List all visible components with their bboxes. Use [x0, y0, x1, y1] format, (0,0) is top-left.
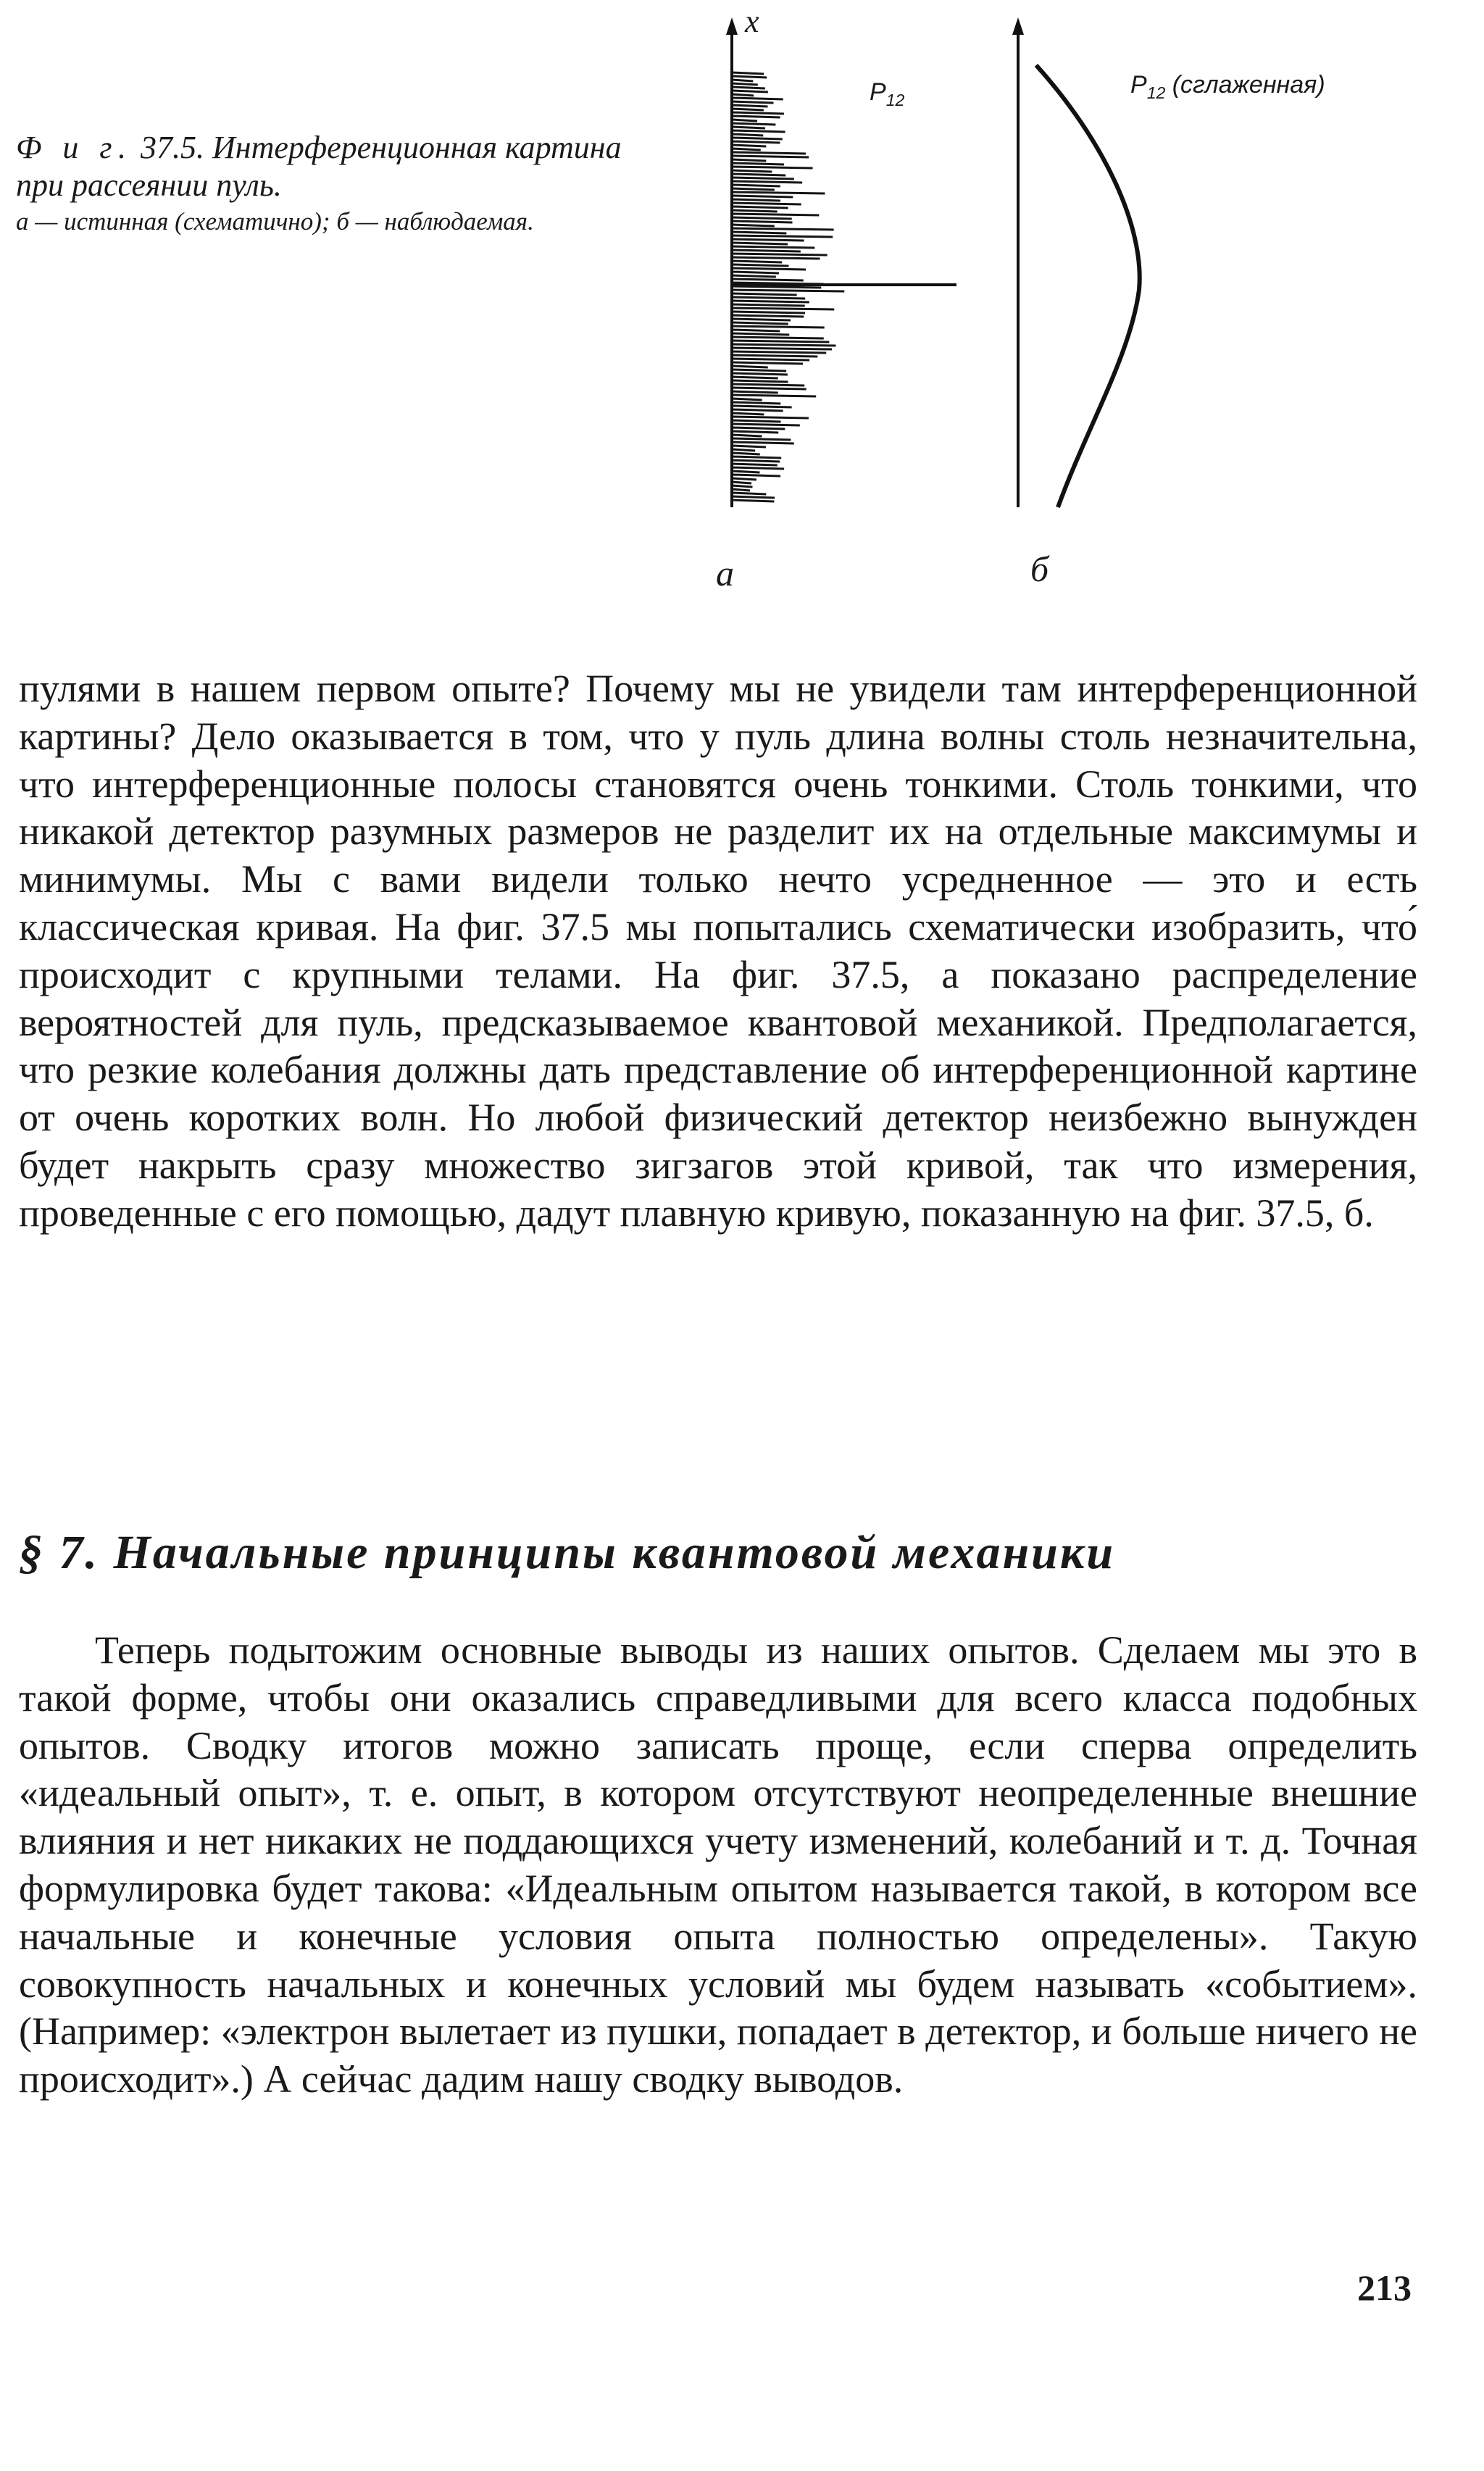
oscillation-stroke [732, 257, 820, 259]
oscillation-stroke [732, 377, 778, 378]
oscillation-stroke [732, 196, 793, 197]
oscillation-stroke [732, 178, 794, 179]
oscillation-stroke [732, 496, 775, 498]
oscillation-stroke [732, 330, 780, 331]
oscillation-stroke [732, 272, 779, 273]
oscillation-stroke [732, 467, 784, 469]
oscillation-stroke [732, 228, 834, 230]
figure-37-5 [696, 0, 1420, 609]
oscillation-stroke [732, 264, 788, 266]
oscillation-stroke [732, 355, 817, 357]
oscillation-stroke [732, 471, 759, 472]
oscillation-stroke [732, 203, 801, 204]
oscillation-stroke [732, 312, 805, 313]
panel-b-letter: б [1030, 549, 1049, 589]
caption-label: Ф и г. [16, 130, 133, 165]
oscillation-stroke [732, 127, 765, 128]
oscillation-stroke [732, 337, 824, 338]
oscillation-stroke [732, 261, 782, 262]
oscillation-stroke [732, 449, 755, 451]
label-p12-sub: 12 [885, 91, 905, 109]
oscillation-stroke [732, 152, 806, 154]
oscillation-stroke [732, 442, 794, 443]
oscillation-stroke [732, 417, 809, 418]
oscillation-stroke [732, 156, 809, 157]
oscillation-stroke [732, 344, 835, 346]
oscillation-stroke [732, 246, 814, 248]
section-heading: § 7. Начальные принципы квантовой механики [19, 1526, 1116, 1579]
oscillation-stroke [732, 87, 765, 88]
oscillation-stroke [732, 428, 785, 429]
figure-caption [16, 129, 639, 238]
oscillation-stroke [732, 72, 764, 74]
oscillation-stroke [732, 283, 824, 284]
oscillation-stroke [732, 174, 785, 175]
oscillation-stroke [732, 268, 806, 270]
oscillation-stroke [732, 83, 758, 85]
oscillation-stroke [732, 134, 763, 136]
caption-title-line [16, 129, 639, 204]
body-paragraph-2 [19, 1627, 1417, 2104]
oscillation-stroke [732, 460, 780, 462]
oscillation-stroke [732, 188, 775, 190]
oscillation-stroke [732, 402, 780, 404]
oscillation-stroke [732, 192, 825, 193]
oscillation-stroke [732, 221, 792, 222]
oscillation-stroke [732, 384, 804, 386]
oscillation-stroke [732, 457, 781, 458]
oscillation-stroke [732, 391, 778, 393]
oscillation-stroke [732, 170, 772, 172]
oscillation-stroke [732, 438, 791, 440]
paragraph-2-text: Теперь подытожим основные выводы из наших опытов. Сделаем мы это в такой форме, чтобы они оказались справедливыми для всего класса подобных опытов. Сводку итогов можно записать проще, если сперва определить «идеальный опыт», т. е. опыт, в котором отсутствуют неопределенные внешние влияния и нет никаких не поддающихся учету изменений, колебаний и т. д. Точная формулировка будет такова: «Идеальным опытом называется такой, в котором все начальные и конечные условия опыта полностью определены». Такую совокупность начальных и конечных условий мы будем называть «событием». (Например: «электрон вылетает из пушки, попадает в детектор, и больше ничего не происходит».) А сейчас дадим нашу сводку выводов. [19, 1628, 1417, 2101]
oscillation-stroke [732, 351, 826, 353]
label-p12 [870, 78, 904, 110]
oscillation-stroke [732, 254, 828, 255]
oscillation-stroke [732, 250, 801, 251]
oscillation-stroke [732, 290, 844, 291]
oscillation-stroke [732, 326, 825, 328]
oscillation-stroke [732, 94, 754, 96]
panel-a-letter: а [716, 553, 734, 593]
oscillation-stroke [732, 304, 805, 306]
oscillation-stroke [732, 341, 829, 342]
oscillation-stroke [732, 91, 768, 92]
oscillation-stroke [732, 286, 821, 288]
oscillation-stroke [732, 163, 784, 164]
oscillation-stroke [732, 120, 757, 121]
oscillation-stroke [732, 388, 806, 389]
oscillation-stroke [732, 322, 788, 324]
oscillation-stroke [732, 159, 766, 161]
oscillation-stroke [732, 149, 761, 150]
oscillation-stroke [732, 380, 788, 382]
oscillation-stroke [732, 435, 762, 436]
oscillation-stroke [732, 308, 834, 309]
caption-number: 37.5. [140, 130, 204, 165]
oscillation-stroke [732, 275, 776, 277]
oscillation-stroke [732, 413, 764, 414]
oscillation-stroke [732, 105, 767, 107]
panel-a-axis-arrow [726, 17, 738, 35]
oscillation-stroke [732, 370, 786, 371]
oscillation-stroke [732, 373, 788, 375]
label-p12-main: P [870, 78, 886, 106]
oscillation-stroke [732, 214, 819, 215]
oscillation-stroke [732, 333, 789, 335]
oscillation-stroke [732, 207, 788, 208]
oscillation-stroke [732, 145, 766, 146]
panel-b-axis-arrow [1012, 17, 1024, 35]
oscillation-stroke [732, 431, 778, 433]
oscillation-stroke [732, 243, 788, 244]
oscillation-stroke [732, 141, 780, 143]
oscillation-stroke [732, 464, 778, 465]
oscillation-stroke [732, 301, 809, 302]
oscillation-stroke [732, 185, 780, 186]
oscillation-stroke [732, 217, 792, 219]
oscillation-stroke [732, 101, 774, 103]
smoothed-curve [1036, 65, 1140, 507]
oscillation-stroke [732, 109, 764, 110]
oscillation-stroke [732, 420, 781, 422]
oscillation-stroke [732, 493, 766, 494]
oscillation-stroke [732, 395, 816, 396]
oscillation-stroke [732, 199, 780, 201]
oscillation-stroke [732, 279, 804, 280]
oscillation-stroke [732, 112, 784, 114]
oscillation-stroke [732, 181, 802, 183]
oscillation-stroke [732, 293, 797, 295]
oscillation-stroke [732, 482, 751, 483]
oscillation-stroke [732, 167, 813, 168]
oscillation-stroke [732, 489, 750, 491]
label-p12-smoothed-sub: 12 [1146, 83, 1166, 102]
caption-detail: а — истинная (схематично); б — наблюдаемая. [16, 207, 534, 236]
oscillation-stroke [732, 359, 809, 360]
oscillation-stroke [732, 297, 805, 299]
oscillation-stroke [732, 232, 786, 233]
oscillation-stroke [732, 76, 767, 78]
page-number: 213 [1357, 2267, 1412, 2308]
oscillation-stroke [732, 500, 774, 501]
oscillation-stroke [732, 319, 791, 320]
oscillation-stroke [732, 446, 766, 447]
oscillation-stroke [732, 362, 803, 364]
oscillation-stroke [732, 236, 833, 237]
oscillation-stroke [732, 225, 775, 226]
oscillation-stroke [732, 315, 804, 317]
oscillation-stroke [732, 80, 753, 81]
oscillation-stroke [732, 475, 780, 476]
oscillation-stroke [732, 486, 752, 487]
body-paragraph-1 [19, 665, 1417, 1238]
paragraph-1-text: пулями в нашем первом опыте? Почему мы не увидели там интерференционной картины? Дело оказывается в том, что у пуль длина волны столь незначительна, что интерференционные полосы становятся очень тонкими. Столь тонкими, что никакой детектор разумных размеров не разделит их на отдельные максимумы и минимумы. Мы с вами видели только нечто усредненное — это и есть классическая кривая. На фиг. 37.5 мы попытались схематически изобразить, что́ происходит с крупными телами. На фиг. 37.5, а показано распределение вероятностей для пуль, предсказываемое квантовой механикой. Предполагается, что резкие колебания должны дать представление об интерференционной картине от очень коротких волн. Но любой физический детектор неизбежно вынужден будет накрыть сразу множество зигзагов этой кривой, так что измерения, проведенные с его помощью, дадут плавную кривую, показанную на фиг. 37.5, б. [19, 667, 1417, 1235]
label-p12-smoothed [1130, 71, 1325, 103]
label-smoothed-note: (сглаженная) [1172, 71, 1325, 99]
oscillation-stroke [732, 98, 783, 99]
oscillation-stroke [732, 409, 783, 411]
oscillation-stroke [732, 210, 778, 212]
interference-oscillation [732, 72, 844, 501]
oscillation-stroke [732, 399, 762, 400]
oscillation-stroke [732, 453, 760, 454]
oscillation-stroke [732, 424, 800, 425]
caption-title: Интерференционная картина при рассеянии пуль. [16, 130, 622, 203]
oscillation-stroke [732, 138, 783, 139]
oscillation-stroke [732, 348, 832, 349]
oscillation-stroke [732, 130, 785, 132]
oscillation-stroke [732, 478, 756, 480]
oscillation-stroke [732, 116, 780, 117]
oscillation-stroke [732, 123, 775, 125]
oscillation-stroke [732, 366, 768, 367]
label-p12-smoothed-main: P [1130, 71, 1147, 99]
oscillation-stroke [732, 406, 792, 407]
oscillation-stroke [732, 239, 804, 241]
axis-label-x: x [745, 4, 759, 39]
